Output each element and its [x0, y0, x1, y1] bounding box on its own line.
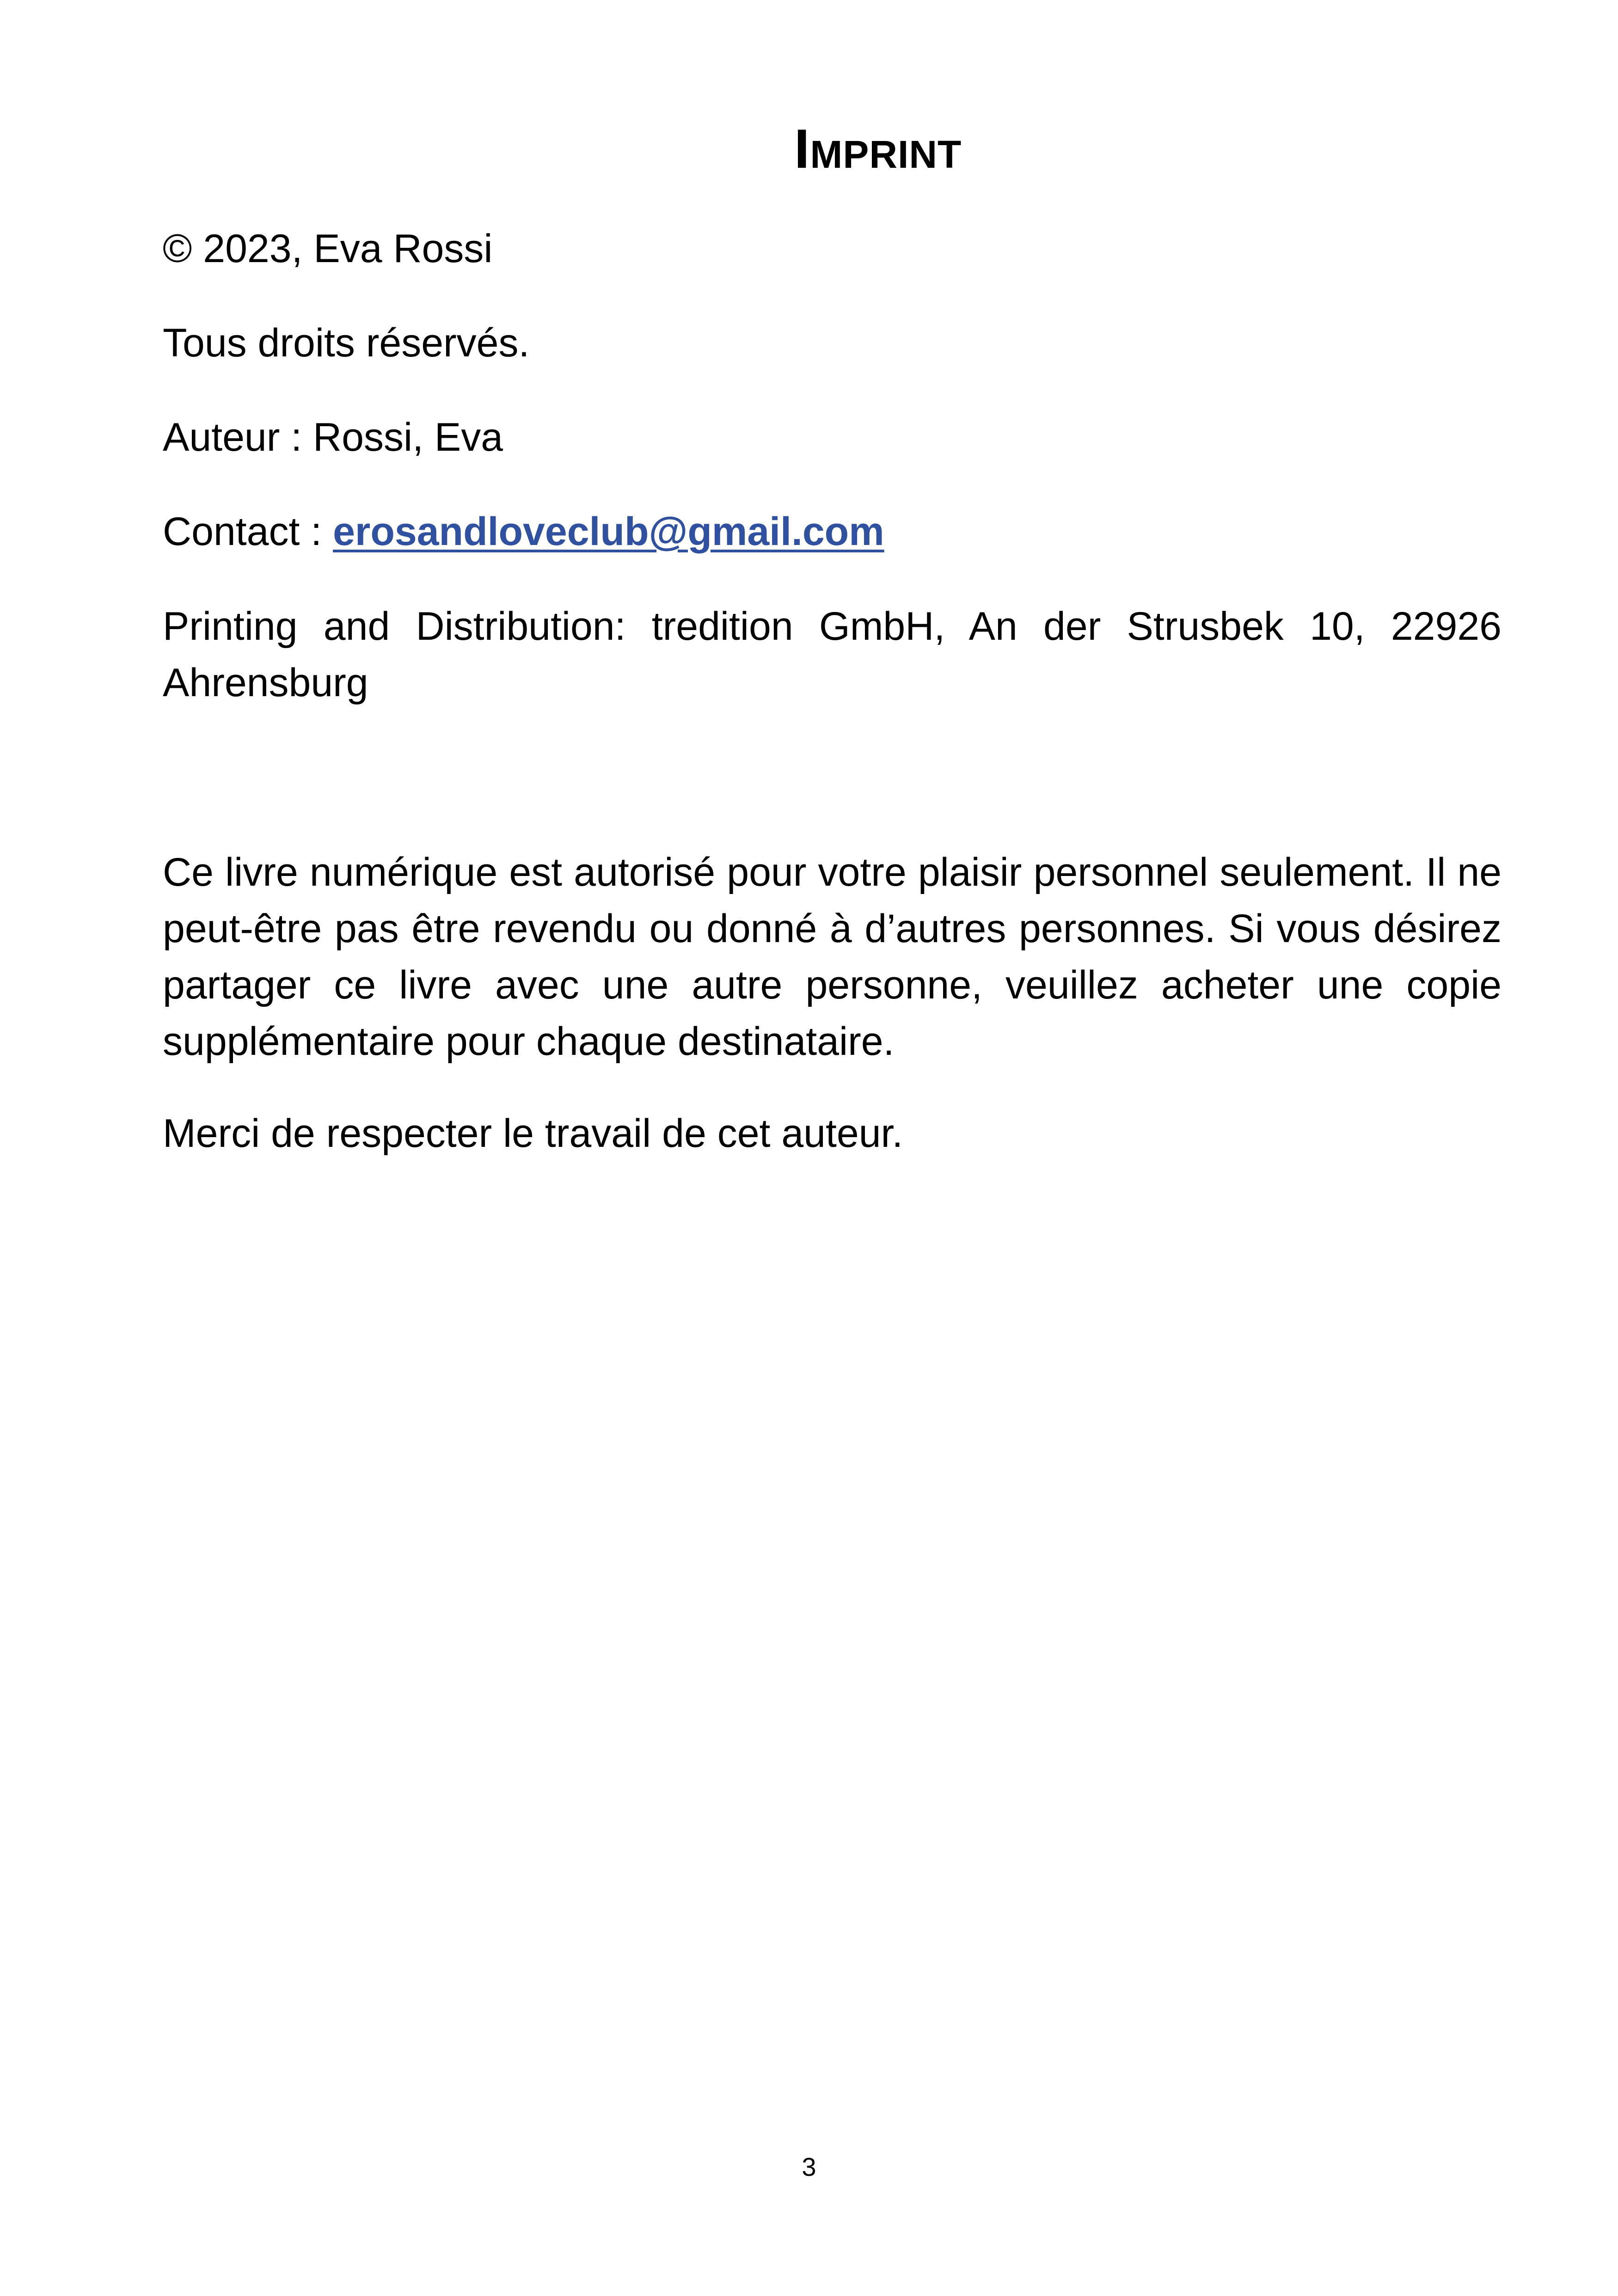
contact-label: Contact : — [163, 509, 333, 554]
contact-email-link[interactable]: erosandloveclub@gmail.com — [333, 509, 884, 554]
printing-distribution-paragraph: Printing and Distribution: tredition GmbH, An der Strusbek 10, 22926 Ahrensburg — [163, 604, 1502, 705]
author-line: Auteur : Rossi, Eva — [163, 415, 503, 459]
page-title: Imprint — [794, 118, 962, 180]
copyright-line: © 2023, Eva Rossi — [163, 227, 493, 271]
thanks-line: Merci de respecter le travail de cet auteur. — [163, 1111, 903, 1156]
rights-line: Tous droits réservés. — [163, 321, 530, 365]
page-number: 3 — [802, 2152, 816, 2181]
contact-line — [163, 504, 884, 559]
license-paragraph: Ce livre numérique est autorisé pour votre plaisir personnel seulement. Il ne peut-être pas être revendu ou donné à d’autres personnes. Si vous désirez partager ce livre avec une autre personne, veuillez acheter une copie supplémentaire pour chaque destinataire. — [163, 850, 1502, 1064]
